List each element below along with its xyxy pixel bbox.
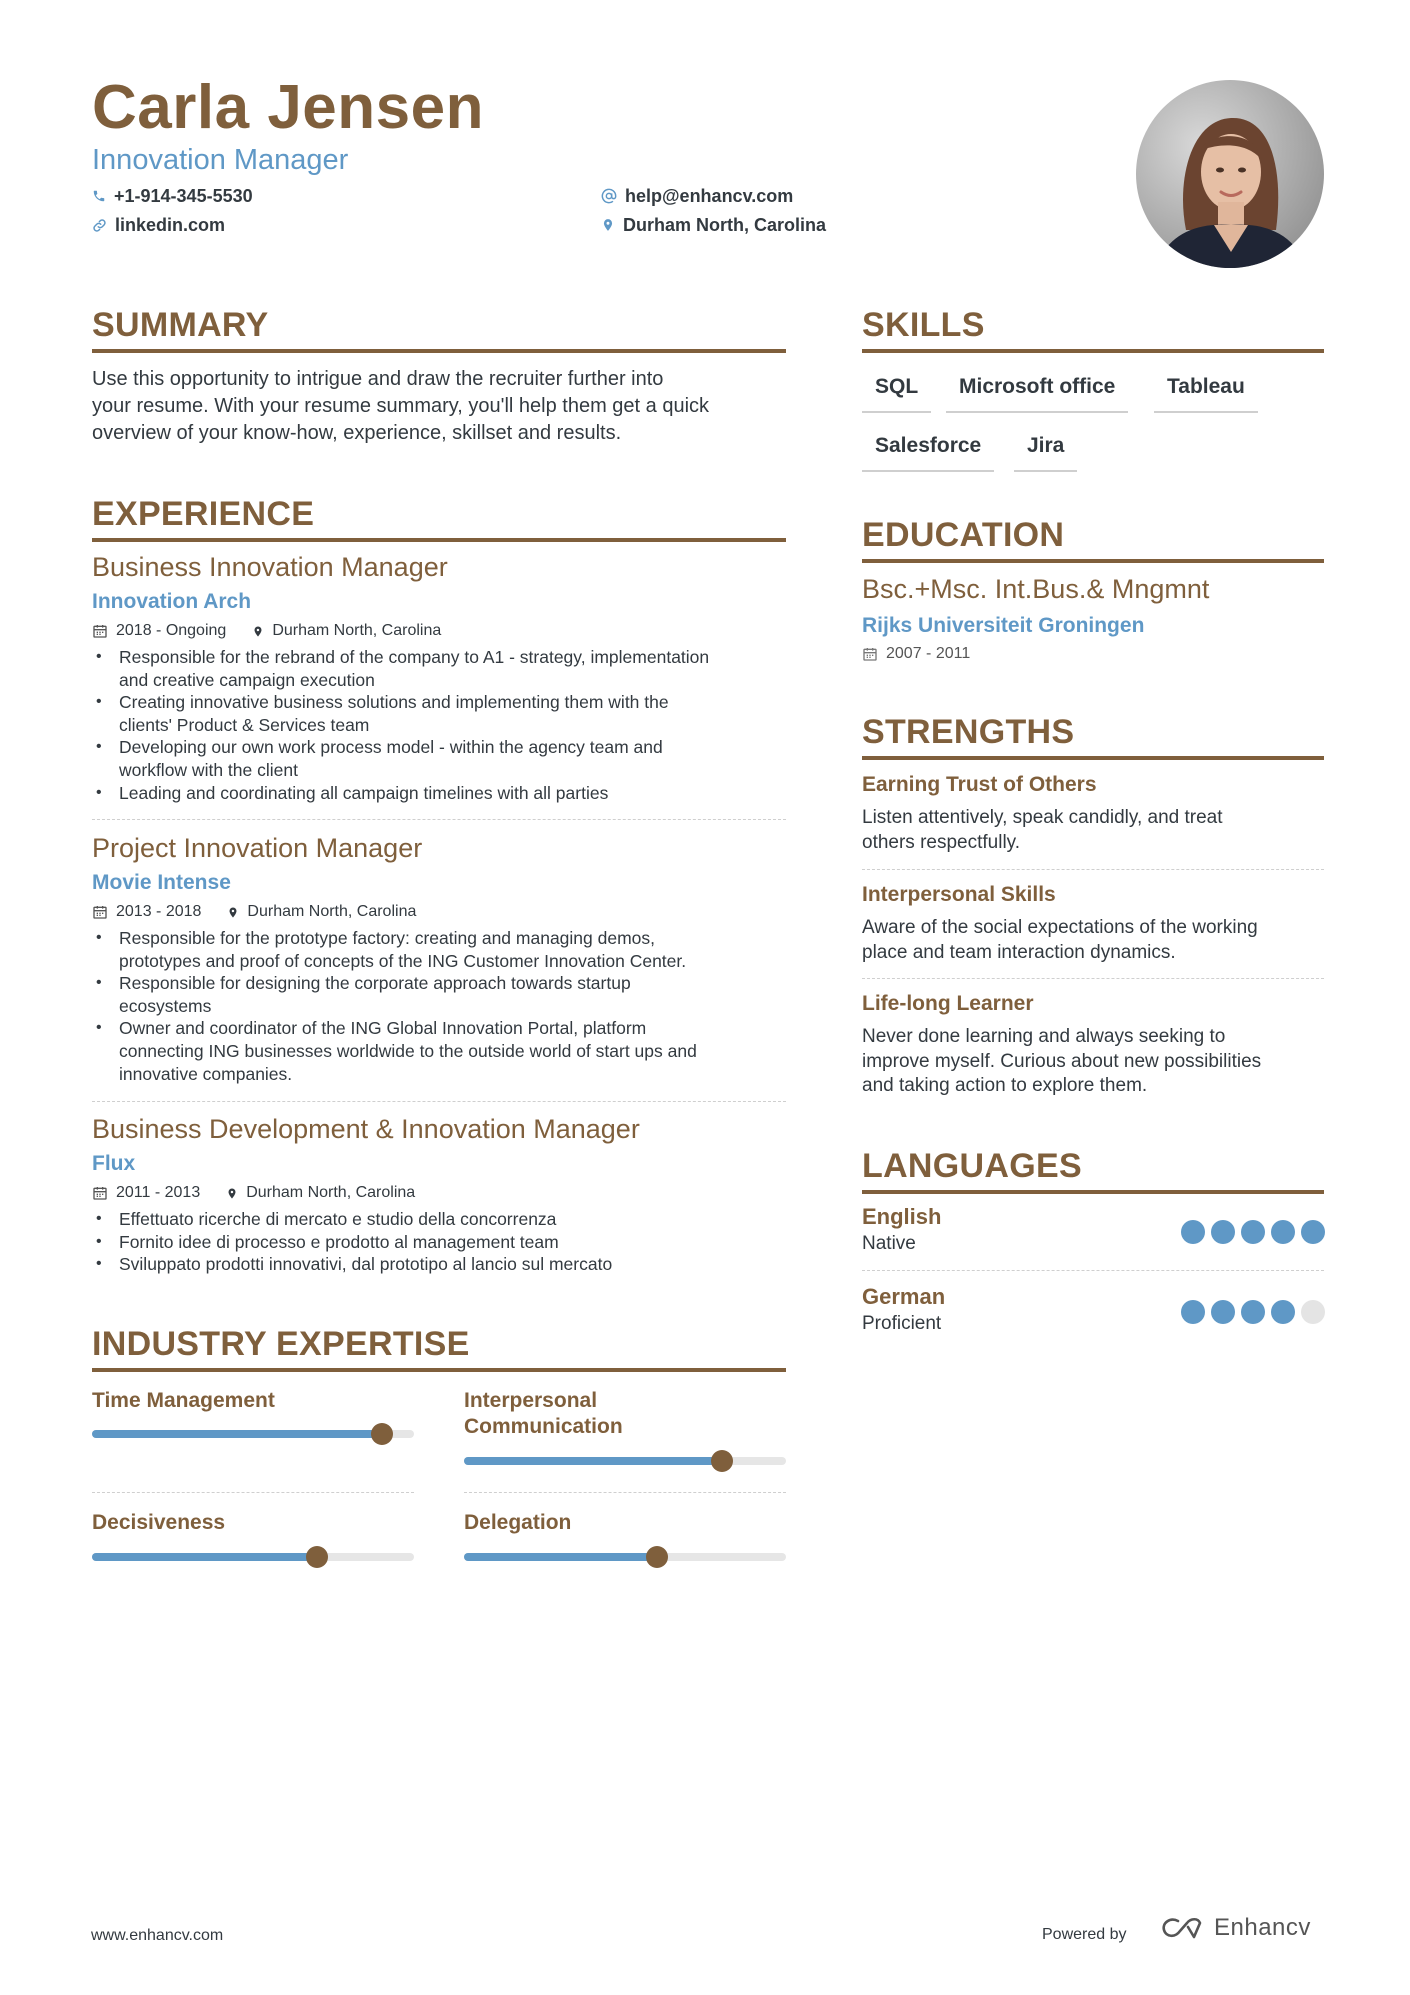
expertise-bar-knob <box>646 1546 668 1568</box>
brand-name: Enhancv <box>1214 1914 1311 1941</box>
strength-title: Life-long Learner <box>862 992 1034 1015</box>
link-icon <box>92 218 107 233</box>
bullet-item: • Sviluppato prodotti innovativi, dal prototipo al lancio sul mercato <box>92 1253 786 1276</box>
bullet-item: • Owner and coordinator of the ING Global Innovation Portal, platform connecting ING businesses worldwide to the outside world of start ups and innovative companies. <box>92 1017 786 1085</box>
divider <box>464 1492 786 1493</box>
profile-photo <box>1136 80 1324 268</box>
divider <box>92 819 786 820</box>
bullet-item: • Responsible for designing the corporate approach towards startup ecosystems <box>92 972 786 1017</box>
divider <box>92 1101 786 1102</box>
job-location: Durham North, Carolina <box>252 620 441 642</box>
strength-description: Aware of the social expectations of the working place and team interaction dynamics. <box>862 917 1258 963</box>
expertise-label: Decisiveness <box>92 1511 226 1534</box>
job-role: Project Innovation Manager <box>92 833 423 863</box>
experience-heading: EXPERIENCE <box>92 494 786 542</box>
skills-heading: SKILLS <box>862 305 1324 353</box>
job-location: Durham North, Carolina <box>227 901 416 923</box>
contact-email[interactable] <box>601 184 793 208</box>
rating-dot-filled <box>1271 1300 1295 1324</box>
expertise-bar-knob <box>371 1423 393 1445</box>
job-company: Innovation Arch <box>92 590 252 613</box>
job-bullets <box>92 646 786 804</box>
education-dates: 2007 - 2011 <box>862 643 970 665</box>
linkedin-text: linkedin.com <box>115 215 226 235</box>
expertise-bar-knob <box>711 1450 733 1472</box>
location-text: Durham North, Carolina <box>623 215 827 235</box>
language-level: Proficient <box>862 1313 942 1334</box>
industry-expertise-heading: INDUSTRY EXPERTISE <box>92 1324 786 1372</box>
calendar-icon <box>92 904 108 920</box>
experience-entry <box>92 550 786 804</box>
rating-dot-filled <box>1181 1220 1205 1244</box>
job-bullets <box>92 1208 786 1276</box>
summary-line: your resume. With your resume summary, you'll help them get a quick <box>92 395 710 417</box>
rating-dot-filled <box>1211 1300 1235 1324</box>
location-pin-icon <box>226 1186 238 1201</box>
language-name: German <box>862 1284 946 1309</box>
experience-entry <box>92 1112 786 1276</box>
rating-dot-filled <box>1271 1220 1295 1244</box>
phone-icon <box>92 189 106 203</box>
expertise-bar-fill <box>464 1457 722 1465</box>
job-meta <box>92 620 786 642</box>
divider <box>862 978 1324 979</box>
summary-text <box>92 366 792 447</box>
expertise-bar <box>464 1457 786 1465</box>
candidate-title: Innovation Manager <box>92 144 349 176</box>
education-heading: EDUCATION <box>862 515 1324 563</box>
enhancv-logo-icon <box>1160 1915 1206 1941</box>
bullet-item: • Developing our own work process model - within the agency team and workflow with the client <box>92 736 786 781</box>
location-pin-icon <box>227 905 239 920</box>
rating-dot-filled <box>1301 1220 1325 1244</box>
enhancv-logo[interactable] <box>1160 1914 1311 1942</box>
job-role: Business Development & Innovation Manager <box>92 1114 640 1144</box>
job-dates: 2018 - Ongoing <box>92 620 226 642</box>
education-school: Rijks Universiteit Groningen <box>862 614 1145 637</box>
phone-text: +1-914-345-5530 <box>114 186 253 206</box>
expertise-bar <box>464 1553 786 1561</box>
job-dates: 2011 - 2013 <box>92 1182 200 1204</box>
summary-line: Use this opportunity to intrigue and draw the recruiter further into <box>92 368 664 390</box>
rating-dot-filled <box>1241 1300 1265 1324</box>
language-rating <box>1181 1300 1331 1324</box>
footer-powered-by: Powered by <box>1042 1926 1127 1943</box>
expertise-bar-knob <box>306 1546 328 1568</box>
job-meta <box>92 1182 786 1204</box>
footer-url[interactable]: www.enhancv.com <box>91 1927 224 1944</box>
bullet-item: • Fornito idee di processo e prodotto al management team <box>92 1231 786 1254</box>
expertise-label: Delegation <box>464 1511 572 1534</box>
expertise-label: Interpersonal Communication <box>464 1389 623 1438</box>
contact-phone[interactable] <box>92 184 253 208</box>
rating-dot-filled <box>1241 1220 1265 1244</box>
email-text: help@enhancv.com <box>625 186 794 206</box>
divider <box>92 1492 414 1493</box>
language-level: Native <box>862 1233 916 1254</box>
language-name: English <box>862 1204 942 1229</box>
expertise-bar-fill <box>92 1553 317 1561</box>
skill-tag: Salesforce <box>862 432 994 472</box>
job-dates: 2013 - 2018 <box>92 901 201 923</box>
skill-tag: Microsoft office <box>946 373 1128 413</box>
divider <box>862 1270 1324 1271</box>
job-bullets <box>92 927 786 1085</box>
bullet-item: • Leading and coordinating all campaign timelines with all parties <box>92 782 786 805</box>
skill-tag: Jira <box>1014 432 1077 472</box>
bullet-item: • Effettuato ricerche di mercato e studio della concorrenza <box>92 1208 786 1231</box>
bullet-item: • Responsible for the rebrand of the company to A1 - strategy, implementation and creative campaign execution <box>92 646 786 691</box>
strength-description: Never done learning and always seeking to improve myself. Curious about new possibilities and taking action to explore them. <box>862 1026 1262 1096</box>
expertise-bar-fill <box>464 1553 657 1561</box>
experience-entry <box>92 831 786 1085</box>
expertise-label: Time Management <box>92 1389 275 1412</box>
expertise-bar <box>92 1553 414 1561</box>
calendar-icon <box>862 646 878 662</box>
skill-tag: SQL <box>862 373 931 413</box>
strength-title: Earning Trust of Others <box>862 773 1097 796</box>
rating-dot-filled <box>1181 1300 1205 1324</box>
divider <box>862 869 1324 870</box>
education-degree: Bsc.+Msc. Int.Bus.& Mngmnt <box>862 574 1210 604</box>
bullet-item: • Creating innovative business solutions and implementing them with the clients' Product & Services team <box>92 691 786 736</box>
job-location: Durham North, Carolina <box>226 1182 415 1204</box>
job-role: Business Innovation Manager <box>92 552 448 582</box>
strengths-heading: STRENGTHS <box>862 712 1324 760</box>
languages-heading: LANGUAGES <box>862 1146 1324 1194</box>
job-company: Flux <box>92 1152 136 1175</box>
rating-dot-empty <box>1301 1300 1325 1324</box>
location-pin-icon <box>601 217 615 233</box>
skill-tag: Tableau <box>1154 373 1258 413</box>
calendar-icon <box>92 1185 108 1201</box>
rating-dot-filled <box>1211 1220 1235 1244</box>
bullet-item: • Responsible for the prototype factory: creating and managing demos, prototypes and proof of concepts of the ING Customer Innovation Center. <box>92 927 786 972</box>
at-icon <box>601 188 617 204</box>
candidate-name: Carla Jensen <box>92 73 484 142</box>
strength-description: Listen attentively, speak candidly, and treat others respectfully. <box>862 807 1223 853</box>
calendar-icon <box>92 623 108 639</box>
job-company: Movie Intense <box>92 871 231 894</box>
expertise-bar-fill <box>92 1430 382 1438</box>
contact-location <box>601 213 826 237</box>
expertise-bar <box>92 1430 414 1438</box>
job-meta <box>92 901 786 923</box>
location-pin-icon <box>252 624 264 639</box>
strength-title: Interpersonal Skills <box>862 883 1056 906</box>
summary-line: overview of your know-how, experience, skillset and results. <box>92 422 622 444</box>
summary-heading: SUMMARY <box>92 305 786 353</box>
language-rating <box>1181 1220 1331 1244</box>
contact-linkedin[interactable] <box>92 213 225 237</box>
